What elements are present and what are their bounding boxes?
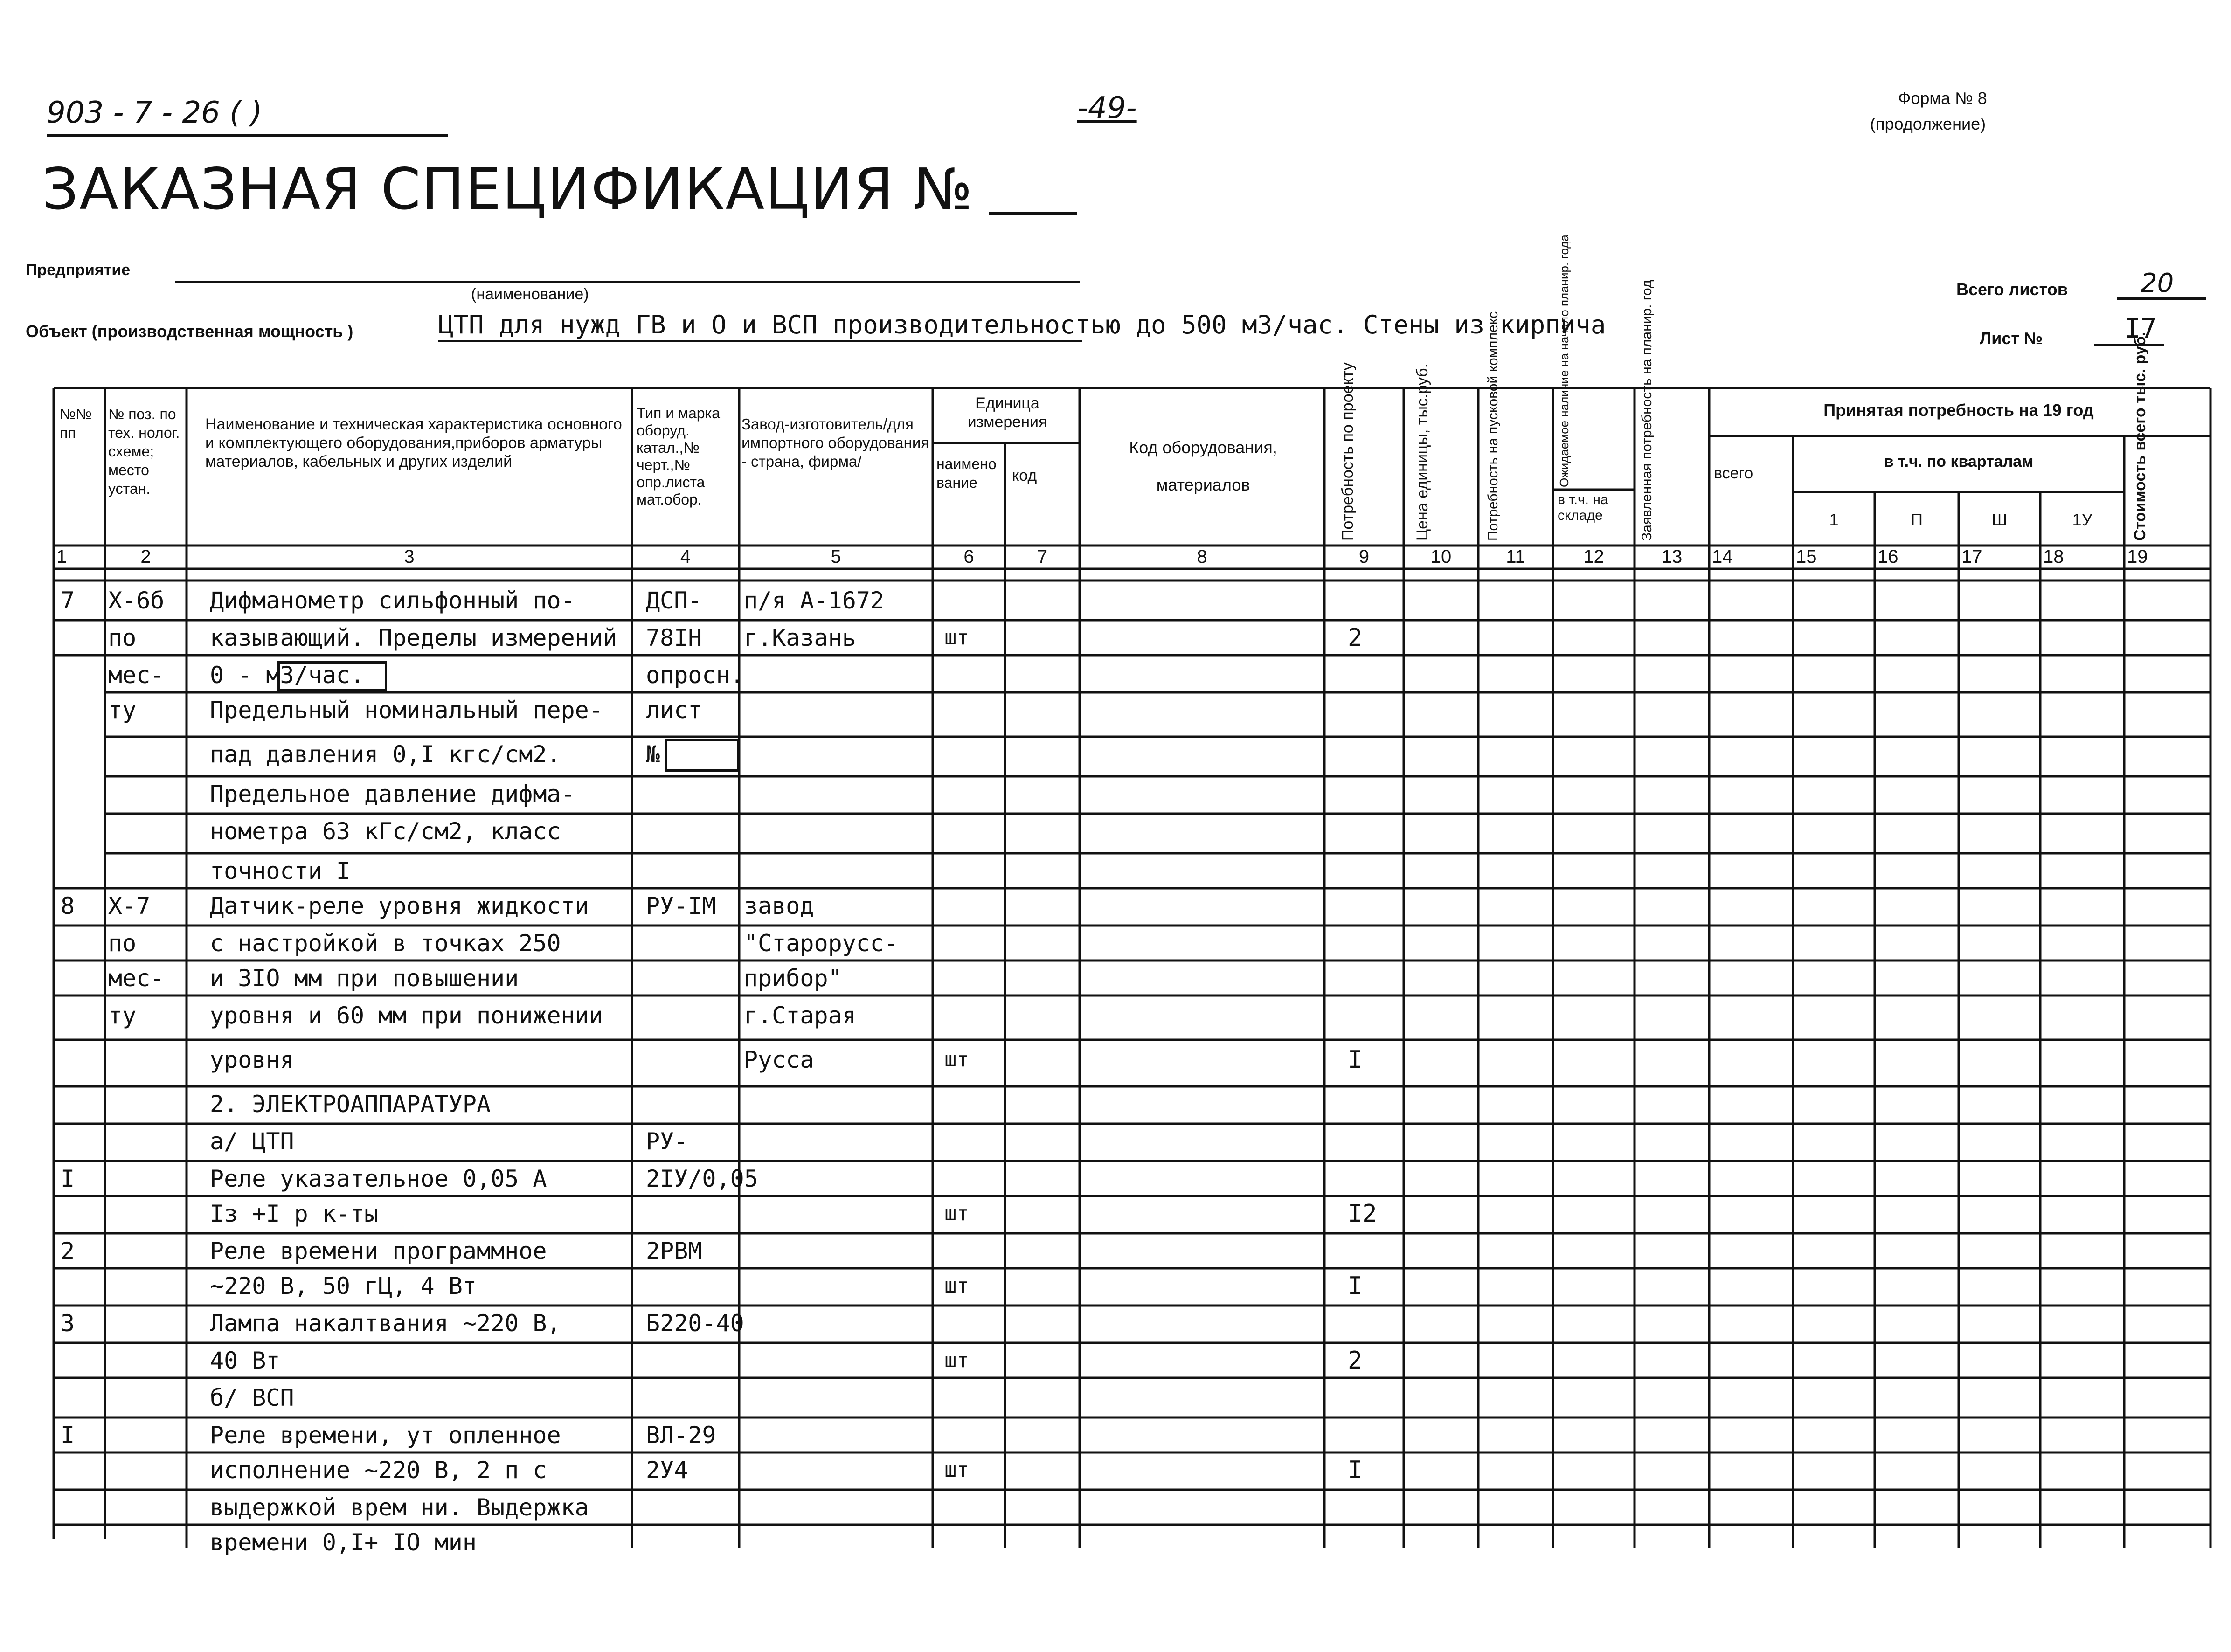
sheets-total-value: 20 xyxy=(2141,268,2174,298)
table-cell-c4: опросн. xyxy=(646,662,744,689)
sheet-value: I7 xyxy=(2124,312,2157,344)
table-cell-c1: 8 xyxy=(61,892,75,919)
col-header-5: Завод-изготовитель/для импортного оборудования - страна, фирма/ xyxy=(741,415,929,470)
col-header-1: №№ пп xyxy=(60,406,92,441)
page-title: ЗАКАЗНАЯ СПЕЦИФИКАЦИЯ № xyxy=(42,156,974,222)
enterprise-caption: (наименование) xyxy=(471,285,589,303)
table-cell-c4: № xyxy=(646,741,660,768)
table-cell-c4: ДСП- xyxy=(646,587,702,614)
table-cell-c4: 2IУ/0,05 xyxy=(646,1165,758,1192)
column-number: 11 xyxy=(1506,546,1525,567)
table-cell-c3: Iз +I р к-ты xyxy=(210,1200,379,1227)
column-number: 14 xyxy=(1712,546,1733,567)
column-number: 8 xyxy=(1197,546,1207,567)
table-cell-c4: Б220-40 xyxy=(646,1310,744,1337)
col-header-q4: 1У xyxy=(2072,510,2092,529)
table-cell-c5: г.Старая xyxy=(744,1002,856,1029)
table-cell-c4: ВЛ-29 xyxy=(646,1422,716,1449)
col-header-q3: Ш xyxy=(1992,510,2007,529)
table-cell-c3: пад давления 0,I кгс/см2. xyxy=(210,741,561,768)
table-cell-c1: 7 xyxy=(61,587,75,614)
table-cell-c3: 0 - м3/час. xyxy=(210,662,365,689)
table-cell-c5: завод xyxy=(744,892,814,919)
table-cell-c6: шт xyxy=(944,1202,969,1225)
table-cell-c3: Предельный номинальный пере- xyxy=(210,697,603,724)
col-header-6-group: Единица измерения xyxy=(967,394,1047,431)
table-cell-c3: нометра 63 кГс/см2, класс xyxy=(210,818,561,845)
table-cell-c6: шт xyxy=(944,1274,969,1298)
table-cell-c3: Реле времени, ут опленное xyxy=(210,1422,561,1449)
table-cell-c3: с настройкой в точках 250 xyxy=(210,930,561,957)
column-number: 1 xyxy=(56,546,67,567)
table-cell-c9: 2 xyxy=(1348,1347,1363,1375)
table-cell-c5: г.Казань xyxy=(744,624,856,651)
table-cell-c3: уровня xyxy=(210,1046,294,1073)
col-header-9: Потребность по проекту xyxy=(1339,362,1357,541)
table-cell-c4: РУ-IМ xyxy=(646,892,716,919)
table-cell-c6: шт xyxy=(944,1048,969,1071)
col-header-13: Заявленная потребность на планир. год xyxy=(1639,280,1655,541)
table-cell-c6: шт xyxy=(944,626,969,650)
table-cell-c5: п/я А-1672 xyxy=(744,587,885,614)
column-number: 4 xyxy=(680,546,691,567)
table-cell-c3: а/ ЦТП xyxy=(210,1128,294,1155)
column-number: 12 xyxy=(1583,546,1604,567)
table-cell-c3: 40 Вт xyxy=(210,1347,280,1374)
col-header-19: Стоимость всего тыс. руб. xyxy=(2131,332,2149,541)
table-cell-c9: I xyxy=(1348,1272,1363,1300)
col-header-8: Код оборудования, материалов xyxy=(1129,438,1277,494)
page-mark: -49- xyxy=(1077,91,1137,125)
col-header-14: всего xyxy=(1714,464,1753,482)
table-cell-c3: и 3IO мм при повышении xyxy=(210,965,519,992)
table-cell-c3: времени 0,I+ IO мин xyxy=(210,1529,477,1556)
col-header-11: Потребность на пусковой комплекс xyxy=(1485,311,1501,541)
col-header-12a: Ожидаемое наличие на начало планир. года xyxy=(1557,235,1571,487)
table-cell-c5: "Старорусс- xyxy=(744,930,899,957)
col-header-10: Цена единицы, тыс.руб. xyxy=(1413,363,1431,541)
table-cell-c3: Лампа накалтвания ~220 В, xyxy=(210,1310,561,1337)
enterprise-label: Предприятие xyxy=(26,261,131,279)
col-header-15-group: в т.ч. по кварталам xyxy=(1884,453,2034,470)
column-number: 2 xyxy=(140,546,151,567)
col-header-q2: П xyxy=(1911,510,1923,529)
table-cell-c6: шт xyxy=(944,1458,969,1482)
column-number: 10 xyxy=(1430,546,1452,567)
table-cell-c3: Реле времени программное xyxy=(210,1237,547,1265)
table-cell-c3: 2. ЭЛЕКТРОАППАРАТУРА xyxy=(210,1091,491,1118)
doc-number: 903 - 7 - 26 ( ) xyxy=(47,96,263,130)
table-cell-c4: 2РВМ xyxy=(646,1237,702,1265)
table-cell-c3: выдержкой врем ни. Выдержка xyxy=(210,1494,589,1521)
table-cell-c3: ~220 В, 50 гЦ, 4 Вт xyxy=(210,1272,477,1299)
table-cell-c4: 78IН xyxy=(646,624,702,651)
table-cell-c2: ту xyxy=(108,1002,137,1029)
col-header-2: № поз. по тех. нолог. схеме; место устан. xyxy=(108,406,180,497)
column-number: 13 xyxy=(1661,546,1683,567)
blank-range-box xyxy=(277,661,387,691)
table-cell-c2: по xyxy=(108,624,137,651)
col-header-4: Тип и марка оборуд. катал.,№ черт.,№ опр.листа мат.обор. xyxy=(637,405,721,508)
table-cell-c1: I xyxy=(61,1165,75,1192)
column-number: 5 xyxy=(831,546,841,567)
table-cell-c5: Русса xyxy=(744,1046,814,1073)
column-number: 16 xyxy=(1878,546,1898,567)
object-value: ЦТП для нужд ГВ и О и ВСП производительностью до 500 м3/час. Стены из кирпича xyxy=(438,310,1606,339)
table-cell-c3: исполнение ~220 В, 2 п с xyxy=(210,1457,547,1484)
form-continuation: (продолжение) xyxy=(1870,114,1986,133)
table-cell-c3: б/ ВСП xyxy=(210,1384,294,1411)
table-cell-c3: казывающий. Пределы измерений xyxy=(210,624,617,651)
column-number: 17 xyxy=(1961,546,1982,567)
table-cell-c2: ту xyxy=(108,697,137,724)
sheets-total-label: Всего листов xyxy=(1956,280,2068,299)
column-number: 18 xyxy=(2043,546,2064,567)
col-header-q1: 1 xyxy=(1829,510,1839,529)
col-header-6: наименование xyxy=(936,456,997,491)
form-label: Форма № 8 xyxy=(1898,89,1987,108)
column-number: 7 xyxy=(1037,546,1048,567)
table-cell-c1: I xyxy=(61,1422,75,1449)
table-cell-c4: РУ- xyxy=(646,1128,688,1155)
column-number: 15 xyxy=(1796,546,1817,567)
table-cell-c2: мес- xyxy=(108,965,165,992)
table-cell-c2: мес- xyxy=(108,662,165,689)
table-cell-c4: лист xyxy=(646,697,702,724)
table-cell-c4: 2У4 xyxy=(646,1457,688,1484)
col-header-12b: в т.ч. на складе xyxy=(1558,492,1608,523)
table-cell-c9: I2 xyxy=(1348,1200,1377,1228)
col-header-7: код xyxy=(1012,467,1037,484)
column-number: 3 xyxy=(404,546,415,567)
col-header-14-group: Принятая потребность на 19 год xyxy=(1823,401,2094,420)
table-cell-c9: I xyxy=(1348,1046,1363,1074)
table-cell-c3: точности I xyxy=(210,857,351,885)
table-cell-c3: Дифманометр сильфонный по- xyxy=(210,587,575,614)
table-cell-c5: прибор" xyxy=(744,965,842,992)
table-cell-c2: по xyxy=(108,930,137,957)
table-cell-c2: Х-6б xyxy=(108,587,165,614)
column-number: 6 xyxy=(963,546,974,567)
blank-sheet-box xyxy=(665,739,739,772)
table-cell-c6: шт xyxy=(944,1348,969,1372)
object-label: Объект (производственная мощность ) xyxy=(26,322,353,341)
table-cell-c3: Реле указательное 0,05 А xyxy=(210,1165,547,1192)
table-cell-c2: Х-7 xyxy=(108,892,151,919)
column-number: 9 xyxy=(1358,546,1370,567)
sheet-label: Лист № xyxy=(1980,329,2043,348)
table-cell-c3: уровня и 60 мм при понижении xyxy=(210,1002,603,1029)
column-number: 19 xyxy=(2127,546,2148,567)
table-cell-c9: 2 xyxy=(1348,624,1363,652)
col-header-3: Наименование и техническая характеристика основного и комплектующего оборудования,приборов арматуры материалов, кабельных и других изделий xyxy=(205,415,622,470)
table-cell-c9: I xyxy=(1348,1456,1363,1484)
table-cell-c1: 3 xyxy=(61,1310,75,1337)
table-cell-c1: 2 xyxy=(61,1237,75,1265)
table-cell-c3: Предельное давление дифма- xyxy=(210,781,575,808)
table-cell-c3: Датчик-реле уровня жидкости xyxy=(210,892,589,919)
